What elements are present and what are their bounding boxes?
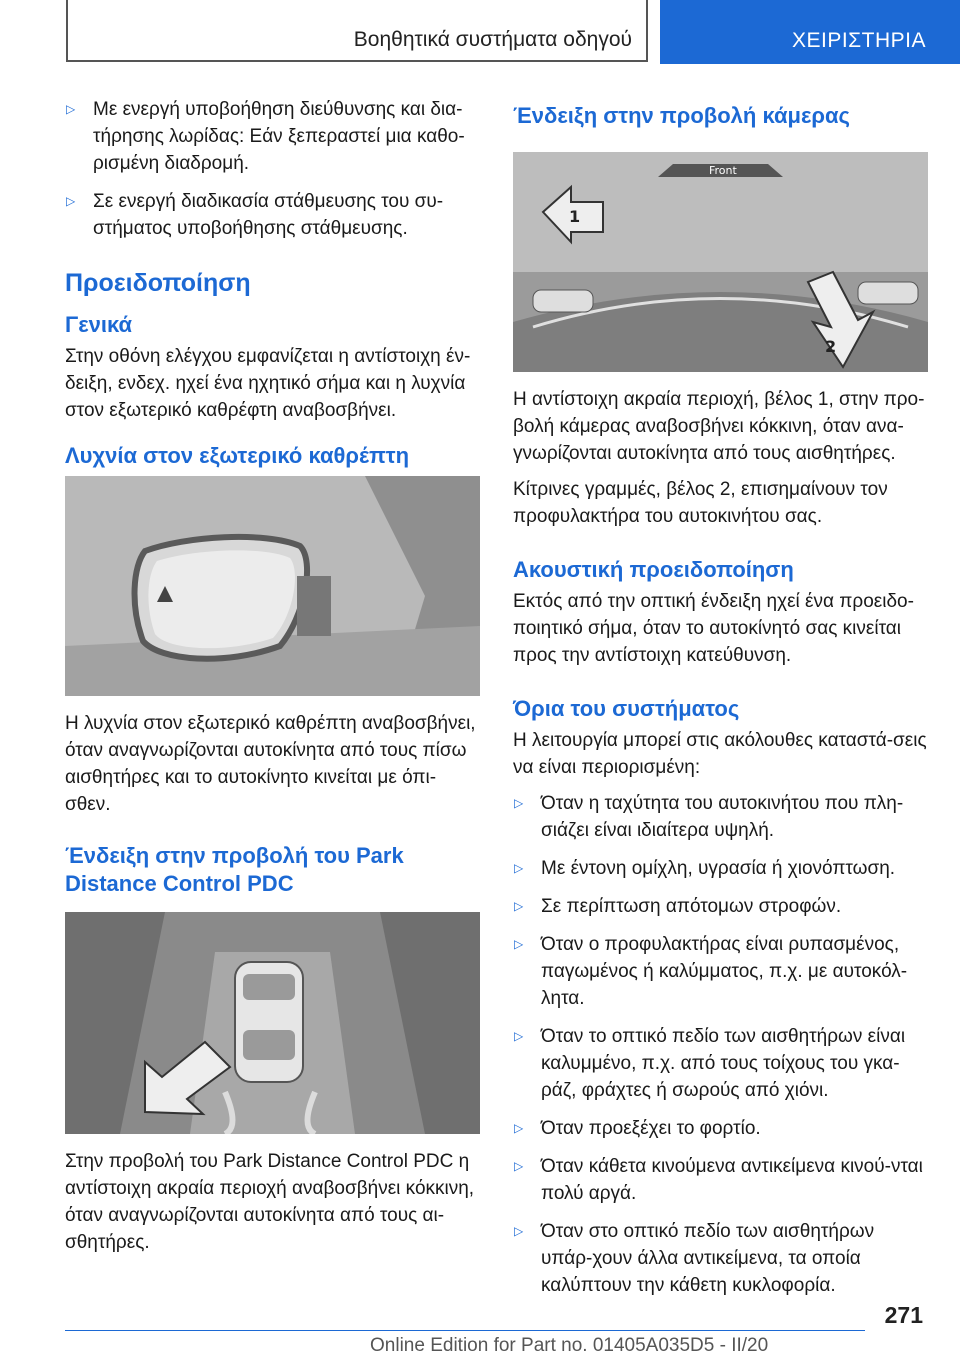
- page-number: 271: [884, 1302, 923, 1328]
- camera-arrow1-label: 1: [569, 207, 581, 226]
- left-column: [65, 96, 480, 1265]
- mirror-image: [65, 476, 480, 696]
- bullet-text: Όταν ο προφυλακτήρας είναι ρυπασμένος, παγωμένος ή καλύμματος, π.χ. με αυτοκόλ-λητα.: [541, 934, 908, 1009]
- list-item: [513, 855, 928, 882]
- bullet-text: Σε ενεργή διαδικασία στάθμευσης του συ-στήματος υποβοήθησης στάθμευσης.: [93, 191, 444, 239]
- header-chapter-title: ΧΕΙΡΙΣΤΗΡΙΑ: [791, 29, 926, 52]
- bullet-triangle-icon: ▷: [514, 1159, 524, 1173]
- bullet-text: Με έντονη ομίχλη, υγρασία ή χιονόπτωση.: [541, 858, 896, 879]
- limits-heading: Όρια του συστήματος: [513, 696, 740, 721]
- bullet-triangle-icon: ▷: [514, 1029, 524, 1043]
- bullet-text: Με ενεργή υποβοήθηση διεύθυνσης και δια-τήρησης λωρίδας: Εάν ξεπεραστεί μια καθο-ρισμένη διαδρομή.: [93, 99, 465, 174]
- bullet-triangle-icon: ▷: [514, 1121, 524, 1135]
- bullet-text: Όταν το οπτικό πεδίο των αισθητήρων είναι καλυμμένο, π.χ. από τους τοίχους του γκα-ράζ, φράχτες ή σωρούς από χιόνι.: [541, 1026, 906, 1101]
- bullet-triangle-icon: ▷: [66, 194, 76, 208]
- acoustic-heading: Ακουστική προειδοποίηση: [513, 557, 794, 582]
- header-section-box: [66, 0, 648, 62]
- bullet-text: Όταν προεξέχει το φορτίο.: [541, 1118, 761, 1139]
- list-item: [513, 1115, 928, 1142]
- bullet-triangle-icon: ▷: [514, 861, 524, 875]
- list-item: [513, 1153, 928, 1207]
- bullet-triangle-icon: ▷: [514, 796, 524, 810]
- mirror-heading: Λυχνία στον εξωτερικό καθρέπτη: [65, 443, 410, 468]
- pdc-text: Στην προβολή του Park Distance Control PDC η αντίστοιχη ακραία περιοχή αναβοσβήνει κόκκινη, όταν αναγνωρίζονται αυτοκίνητα από τους αι-σθητήρες.: [65, 1151, 475, 1253]
- list-item: [513, 790, 928, 844]
- acoustic-text: Εκτός από την οπτική ένδειξη ηχεί ένα προειδο-ποιητικό σήμα, όταν το αυτοκίνητό σας κινείται προς την αντίστοιχη κατεύθυνση.: [513, 591, 914, 666]
- list-item: [513, 1218, 928, 1299]
- camera-heading: Ένδειξη στην προβολή κάμερας: [513, 103, 850, 128]
- limits-text: Η λειτουργία μπορεί στις ακόλουθες καταστά-σεις να είναι περιορισμένη:: [513, 730, 927, 778]
- camera-arrow2-label: 2: [825, 337, 837, 356]
- bullet-triangle-icon: ▷: [514, 899, 524, 913]
- header-section-title: Βοηθητικά συστήματα οδηγού: [353, 28, 632, 51]
- bullet-text: Όταν στο οπτικό πεδίο των αισθητήρων υπάρ-χουν άλλα αντικείμενα, τα οποία καλύπτουν την κάθετη κυκλοφορία.: [541, 1221, 875, 1296]
- camera-text-1: Η αντίστοιχη ακραία περιοχή, βέλος 1, στην προ-βολή κάμερας αναβοσβήνει κόκκινη, όταν ανα-γνωρίζονται αυτοκίνητα από τους αισθητήρες.: [513, 389, 925, 464]
- bullet-triangle-icon: ▷: [66, 102, 76, 116]
- bullet-text: Όταν κάθετα κινούμενα αντικείμενα κινού-νται πολύ αργά.: [541, 1156, 923, 1204]
- bullet-text: Σε περίπτωση απότομων στροφών.: [541, 896, 842, 917]
- warning-heading: Προειδοποίηση: [65, 269, 251, 297]
- header-chapter-tab[interactable]: [660, 0, 960, 64]
- camera-front-label: Front: [709, 164, 737, 177]
- right-column: [513, 96, 928, 1310]
- camera-text-2: Κίτρινες γραμμές, βέλος 2, επισημαίνουν τον προφυλακτήρα του αυτοκινήτου σας.: [513, 479, 888, 527]
- bullet-triangle-icon: ▷: [514, 1224, 524, 1238]
- list-item: [513, 1023, 928, 1104]
- list-item: [65, 188, 480, 242]
- bullet-text: Όταν η ταχύτητα του αυτοκινήτου που πλη-σιάζει είναι ιδιαίτερα υψηλή.: [541, 793, 904, 841]
- list-item: [513, 931, 928, 1012]
- footer-divider: [65, 1330, 865, 1331]
- mirror-text: Η λυχνία στον εξωτερικό καθρέπτη αναβοσβήνει, όταν αναγνωρίζονται αυτοκίνητα από τους πίσω αισθητήρες και το αυτοκίνητο κινείται με όπι-σθεν.: [65, 713, 476, 815]
- list-item: [65, 96, 480, 177]
- general-heading: Γενικά: [65, 312, 133, 337]
- camera-image: [513, 152, 928, 372]
- list-item: [513, 893, 928, 920]
- pdc-heading: Ένδειξη στην προβολή του Park Distance Control PDC: [65, 843, 404, 896]
- general-text: Στην οθόνη ελέγχου εμφανίζεται η αντίστοιχη έν-δειξη, ενδεχ. ηχεί ένα ηχητικό σήμα και η λυχνία στον εξωτερικό καθρέφτη αναβοσβήνει.: [65, 346, 471, 421]
- bullet-triangle-icon: ▷: [514, 937, 524, 951]
- pdc-image: [65, 912, 480, 1134]
- footer-edition[interactable]: Online Edition for Part no. 01405A035D5 - II/20: [370, 1335, 769, 1356]
